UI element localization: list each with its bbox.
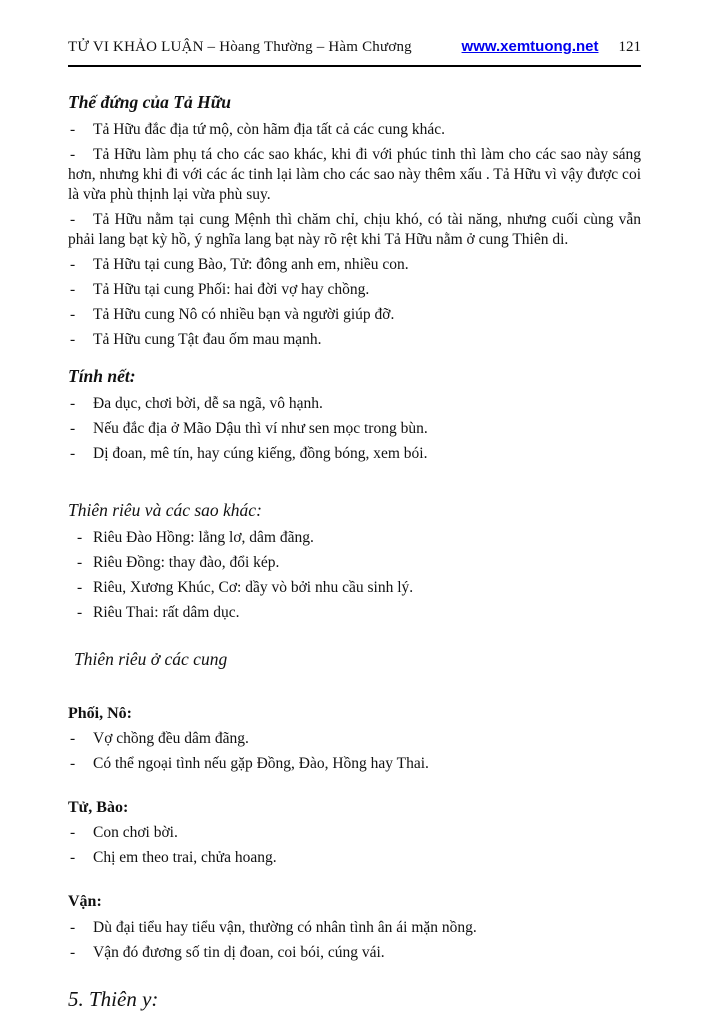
list-item-text: Dù đại tiểu hay tiểu vận, thường có nhân tình ân ái mặn nồng. xyxy=(93,918,477,936)
list-item-text: Nếu đắc địa ở Mão Dậu thì ví như sen mọc trong bùn. xyxy=(93,420,428,437)
section-thien-rieu-o-cac-cung xyxy=(68,649,641,670)
bullet-dash: - xyxy=(70,824,76,842)
list-item xyxy=(68,848,641,868)
list-item-text: Riêu, Xương Khúc, Cơ: dầy vò bởi nhu cầu sinh lý. xyxy=(93,579,414,596)
list-item-text: Riêu Thai: rất dâm dục. xyxy=(93,604,240,621)
bullet-dash: - xyxy=(70,281,76,298)
section-thien-y xyxy=(68,987,641,1012)
bullet-dash: - xyxy=(70,943,76,961)
list-item xyxy=(68,255,641,275)
section-heading: Thiên riêu ở các cung xyxy=(74,649,228,669)
list-item-text: Tả Hữu cung Tật đau ốm mau mạnh. xyxy=(93,331,322,348)
website-link[interactable]: www.xemtuong.net xyxy=(461,38,599,55)
header-rule xyxy=(68,65,641,67)
page-header xyxy=(68,38,641,56)
book-title: TỬ VI KHẢO LUẬN – Hòang Thường – Hàm Chương xyxy=(68,39,412,55)
bullet-dash: - xyxy=(70,331,76,348)
list-item-text: Riêu Đồng: thay đào, đổi kép. xyxy=(93,554,280,571)
list-item xyxy=(68,603,641,623)
section-heading: Thiên riêu và các sao khác: xyxy=(68,500,262,520)
bullet-dash: - xyxy=(70,306,76,323)
bullet-dash: - xyxy=(70,420,76,437)
list-item-text: Dị đoan, mê tín, hay cúng kiếng, đồng bóng, xem bói. xyxy=(93,445,428,462)
bullet-dash: - xyxy=(70,730,76,748)
list-item xyxy=(68,394,641,414)
list-item-text: Tả Hữu tại cung Phối: hai đời vợ hay chồng. xyxy=(93,281,370,298)
page-number: 121 xyxy=(618,39,641,55)
bullet-dash: - xyxy=(77,579,83,596)
bullet-dash: - xyxy=(70,211,76,228)
section-van xyxy=(68,892,641,962)
bullet-dash: - xyxy=(77,554,83,571)
list-item-text: Con chơi bời. xyxy=(93,824,178,842)
list-item xyxy=(68,305,641,325)
bullet-dash: - xyxy=(70,918,76,936)
list-item-text: Tả Hữu tại cung Bào, Tử: đông anh em, nhiều con. xyxy=(93,256,409,273)
list-item xyxy=(68,330,641,350)
section-heading: Vận: xyxy=(68,893,102,911)
bullet-dash: - xyxy=(77,529,83,546)
list-item-text: Tả Hữu làm phụ tá cho các sao khác, khi đi với phúc tinh thì làm cho các sao này sáng hơn, nhưng khi đi với các ác tinh lại làm cho các sao này thêm xấu . Tả Hữu vì vậy được coi là vừa phù thịnh lại vừa phù suy. xyxy=(68,146,641,203)
section-heading: Tính nết: xyxy=(68,366,136,386)
list-item-text: Đa dục, chơi bời, dễ sa ngã, vô hạnh. xyxy=(93,395,323,412)
list-item xyxy=(68,553,641,573)
bullet-dash: - xyxy=(70,755,76,773)
list-item xyxy=(68,943,641,963)
list-item xyxy=(68,528,641,548)
list-item-text: Vợ chồng đều dâm đãng. xyxy=(93,730,249,748)
header-right xyxy=(462,38,641,56)
list-item xyxy=(68,280,641,300)
section-tinh-net xyxy=(68,366,641,464)
bullet-dash: - xyxy=(70,121,76,138)
list-item xyxy=(68,729,641,749)
bullet-dash: - xyxy=(70,445,76,462)
list-item-text: Tả Hữu nằm tại cung Mệnh thì chăm chỉ, chịu khó, có tài năng, nhưng cuối cùng vẫn phải lang bạt kỳ hồ, ý nghĩa lang bạt này rõ rệt khi Tả Hữu nằm ở cung Thiên di. xyxy=(68,211,641,248)
list-item xyxy=(68,444,641,464)
section-heading: Phối, Nô: xyxy=(68,705,132,722)
list-item-text: Tả Hữu đắc địa tứ mộ, còn hãm địa tất cả các cung khác. xyxy=(93,121,446,138)
section-heading: Thế đứng của Tả Hữu xyxy=(68,92,231,112)
section-tu-bao xyxy=(68,798,641,868)
section-heading: Tử, Bào: xyxy=(68,799,129,817)
list-item-text: Riêu Đào Hồng: lẳng lơ, dâm đãng. xyxy=(93,529,314,546)
list-item xyxy=(68,210,641,250)
list-item xyxy=(68,823,641,843)
bullet-dash: - xyxy=(70,256,76,273)
list-item xyxy=(68,918,641,938)
bullet-dash: - xyxy=(77,604,83,621)
section-thien-rieu-va-cac-sao-khac xyxy=(68,500,641,623)
bullet-dash: - xyxy=(70,849,76,867)
list-item xyxy=(68,754,641,774)
list-item-text: Tả Hữu cung Nô có nhiều bạn và người giúp đỡ. xyxy=(93,306,395,323)
list-item xyxy=(68,419,641,439)
list-item-text: Vận đó đương số tin dị đoan, coi bói, cúng vái. xyxy=(93,943,385,961)
list-item xyxy=(68,145,641,205)
section-heading: 5. Thiên y: xyxy=(68,986,159,1011)
list-item-text: Có thể ngoại tình nếu gặp Đồng, Đào, Hồng hay Thai. xyxy=(93,755,429,773)
list-item xyxy=(68,120,641,140)
section-the-dung-cua-ta-huu xyxy=(68,92,641,350)
bullet-dash: - xyxy=(70,395,76,412)
list-item xyxy=(68,578,641,598)
section-phoi-no xyxy=(68,704,641,774)
bullet-dash: - xyxy=(70,146,76,163)
list-item-text: Chị em theo trai, chửa hoang. xyxy=(93,849,277,867)
